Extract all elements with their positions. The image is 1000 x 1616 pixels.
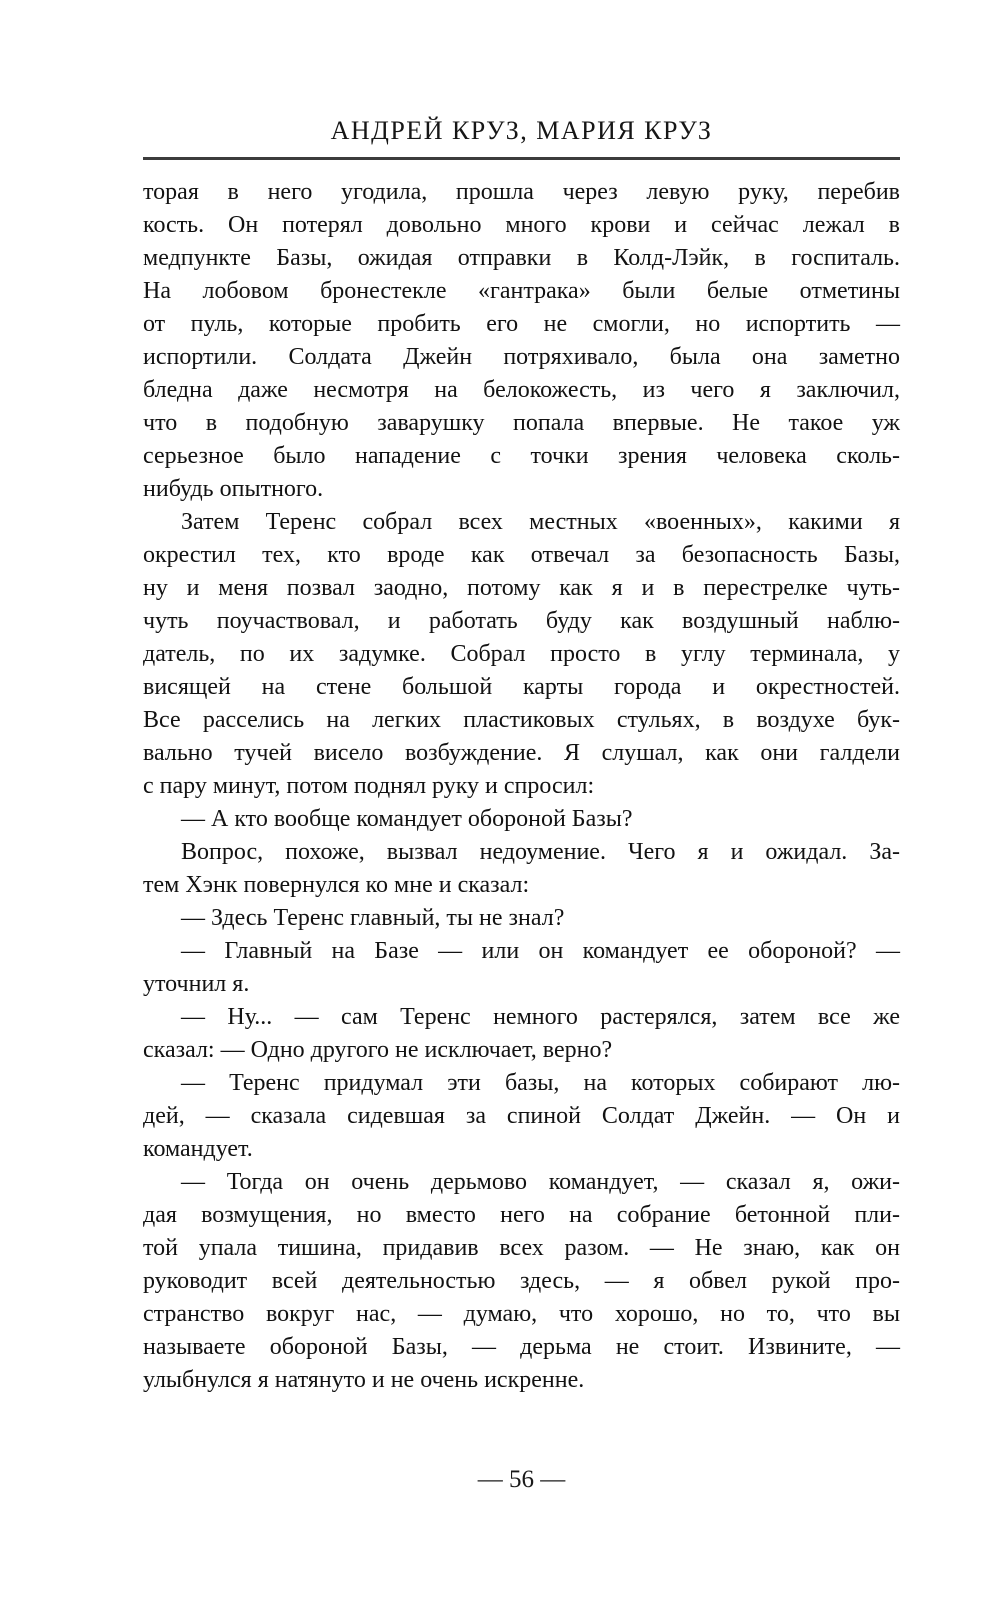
text-line: — А кто вообще командует обороной Базы?	[181, 806, 633, 832]
text-line: сказал: — Одно другого не исключает, верно?	[143, 1037, 613, 1063]
text-line: дей, — сказала сидевшая за спиной Солдат Джейн. — Он и	[143, 1103, 900, 1129]
text-line: — Здесь Теренс главный, ты не знал?	[181, 905, 565, 931]
text-line: испортили. Солдата Джейн потряхивало, была она заметно	[143, 344, 900, 370]
text-line: — Теренс придумал эти базы, на которых собирают лю-	[181, 1070, 900, 1096]
text-line: — Тогда он очень дерьмово командует, — сказал я, ожи-	[181, 1169, 900, 1195]
text-line: от пуль, которые пробить его не смогли, но испортить —	[143, 311, 900, 337]
text-line: дая возмущения, но вместо него на собрание бетонной пли-	[143, 1202, 900, 1228]
text-line: торая в него угодила, прошла через левую руку, перебив	[143, 179, 900, 205]
text-line: тем Хэнк повернулся ко мне и сказал:	[143, 872, 530, 898]
text-line: что в подобную заварушку попала впервые. Не такое уж	[143, 410, 900, 436]
header-rule	[143, 157, 900, 160]
text-line: улыбнулся я натянуто и не очень искренне.	[143, 1367, 585, 1393]
text-line: уточнил я.	[143, 971, 250, 997]
text-line: датель, по их задумке. Собрал просто в углу терминала, у	[143, 641, 900, 667]
text-line: кость. Он потерял довольно много крови и сейчас лежал в	[143, 212, 900, 238]
text-line: чуть поучаствовал, и работать буду как воздушный наблю-	[143, 608, 900, 634]
page-number: — 56 —	[477, 1466, 566, 1493]
text-line: окрестил тех, кто вроде как отвечал за безопасность Базы,	[143, 542, 900, 568]
text-line: бледна даже несмотря на белокожесть, из чего я заключил,	[143, 377, 900, 403]
text-line: той упала тишина, придавив всех разом. — Не знаю, как он	[143, 1235, 900, 1261]
running-header-authors: АНДРЕЙ КРУЗ, МАРИЯ КРУЗ	[330, 116, 713, 145]
text-line: серьезное было нападение с точки зрения человека сколь-	[143, 443, 900, 469]
text-line: называете обороной Базы, — дерьма не стоит. Извините, —	[143, 1334, 900, 1360]
text-line: странство вокруг нас, — думаю, что хорошо, но то, что вы	[143, 1301, 900, 1327]
text-line: руководит всей деятельностью здесь, — я обвел рукой про-	[143, 1268, 900, 1294]
text-line: командует.	[143, 1136, 253, 1162]
text-line: висящей на стене большой карты города и окрестностей.	[143, 674, 900, 700]
text-line: медпункте Базы, ожидая отправки в Колд-Лэйк, в госпиталь.	[143, 245, 900, 271]
text-line: ну и меня позвал заодно, потому как я и в перестрелке чуть-	[143, 575, 900, 601]
text-line: — Главный на Базе — или он командует ее обороной? —	[181, 938, 900, 964]
text-line: вально тучей висело возбуждение. Я слушал, как они галдели	[143, 740, 900, 766]
text-line: На лобовом бронестекле «гантрака» были белые отметины	[143, 278, 900, 304]
text-line: Вопрос, похоже, вызвал недоумение. Чего я и ожидал. За-	[181, 839, 900, 865]
text-line: нибудь опытного.	[143, 476, 324, 502]
text-line: с пару минут, потом поднял руку и спросил:	[143, 773, 595, 799]
text-line: — Ну... — сам Теренс немного растерялся, затем все же	[181, 1004, 900, 1030]
text-line: Все расселись на легких пластиковых стульях, в воздухе бук-	[143, 707, 900, 733]
text-line: Затем Теренс собрал всех местных «военных», какими я	[181, 509, 900, 535]
text-lines	[143, 176, 900, 1397]
